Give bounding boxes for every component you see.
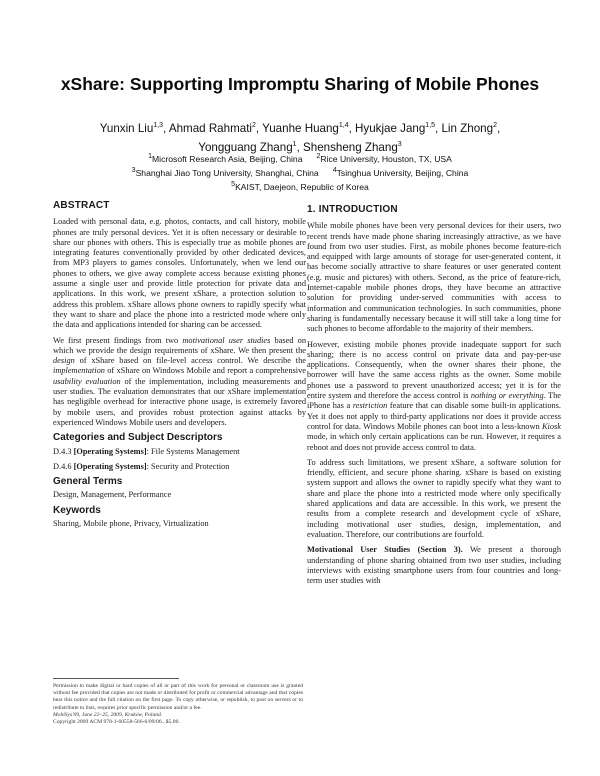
general-terms-heading: General Terms bbox=[53, 476, 123, 488]
intro-paragraph: While mobile phones have been very personal devices for their users, two recent trends have made phone sharing increasingly attractive, as we have found from two user studies. First, as mobile phones become feature-rich and equipped with large amounts of storage for user-generated content, it has become socially attractive to share features or user generated content (e.g. music and pictures) with others. Second, as the price of feature-rich, Internet-capable mobile phones drops, they have become an attractive solution for providing under-served communities with access to information and communication technologies. In such communities, phone sharing is fundamentally necessary because it will still take a long time for such phones to become affordable to the majority of their members. bbox=[307, 221, 561, 334]
author: Yongguang Zhang$^1$ bbox=[198, 140, 297, 154]
author: Yuanhe Huang$^{1,4}$ bbox=[262, 121, 349, 135]
category-item: D.4.3 [Operating Systems]: File Systems Management bbox=[53, 446, 240, 456]
paper-title: xShare: Supporting Impromptu Sharing of Mobile Phones bbox=[60, 74, 540, 94]
author: Yunxin Liu$^{1,3}$ bbox=[99, 121, 164, 135]
affiliation: $^4$Tsinghua University, Beijing, China bbox=[332, 166, 469, 178]
abstract-heading: ABSTRACT bbox=[53, 200, 110, 211]
left-column bbox=[53, 201, 306, 534]
categories-heading: Categories and Subject Descriptors bbox=[53, 432, 223, 444]
affiliations bbox=[40, 151, 560, 193]
affiliation: $^1$Microsoft Research Asia, Beijing, China bbox=[148, 153, 303, 164]
copyright-notice: Permission to make digital or hard copies of all or part of this work for personal or classroom use is granted without fee provided that copies are not made or distributed for profit or commercial advantage and that copies bear this notice and the full citation on the first page. To copy otherwise, or republish, to post on servers or to redistribute to lists, requires prior specific permission and/or a fee. MobiSys'09, June 22–25, 2009, Kraków, Poland. Copyright 2009 ACM 978-1-60558-566-6/09/06...$5.00. bbox=[53, 683, 303, 726]
affiliation: $^5$KAIST, Daejeon, Republic of Korea bbox=[231, 180, 369, 192]
author: Shensheng Zhang$^3$ bbox=[303, 140, 402, 154]
intro-paragraph: To address such limitations, we present xShare, a software solution for friendly, efficient, and secure phone sharing. xShare is based on existing system support and allows the owner to rapidly specify what they want to share and place the phone into a restricted mode where only specifically shared applications and data are accessible. In this work, we present the results from a complete research and development cycle of xShare, including motivational user studies, design, implementation, and evaluation. Therefore, our contributions are fourfold. bbox=[307, 457, 561, 539]
intro-paragraph: Motivational User Studies (Section 3). We present a thorough understanding of phone sharing obtained from two user studies, including interviews with existing smartphone users from four countries and long-term user studies with bbox=[307, 545, 561, 586]
keywords-heading: Keywords bbox=[53, 504, 101, 516]
category-item: D.4.6 [Operating Systems]: Security and Protection bbox=[53, 461, 230, 471]
intro-paragraph: However, existing mobile phones provide inadequate support for such sharing; there is no access control on private data and pay-per-use applications. Consequently, when the owner shares their phone, the borrower will have the same access rights as the owner. Some mobile phones use a password to prevent unauthorized access; yet it is for the entire system and therefore the access control is nothing or everything. The iPhone has a restriction feature that can disable some built-in applications. Yet it does not apply to third-party applications nor does it provide access control for data. Windows Mobile phones can boot into a less-known Kiosk mode, in which only certain applications can be run. However, it requires a reboot and does not provide access control to data. bbox=[307, 339, 561, 452]
abstract-paragraph: We first present findings from two motivational user studies based on which we provide the design requirements of xShare. We then present the design of xShare based on file-level access control. We describe the implementation of xShare on Windows Mobile and report a comprehensive usability evaluation of the implementation, including measurements and user studies. The evaluation demonstrates that our xShare implementation has negligible overhead for interactive phone usage, is extremely favored by mobile users, and provides robust protection against attacks by experienced Windows Mobile users and developers. bbox=[53, 335, 307, 427]
author: Ahmad Rahmati$^2$ bbox=[168, 121, 256, 135]
right-column bbox=[307, 205, 561, 591]
affiliation: $^2$Rice University, Houston, TX, USA bbox=[316, 153, 452, 164]
introduction-heading: 1. INTRODUCTION bbox=[307, 204, 398, 215]
author: Hyukjae Jang$^{1,5}$ bbox=[355, 121, 436, 135]
author: Lin Zhong$^2$ bbox=[441, 121, 497, 135]
abstract-paragraph: Loaded with personal data, e.g. photos, contacts, and call history, mobile phones are truly personal devices. Yet it is often necessary or desirable to share our phones with others. This is especially true as mobile phones are integrating features conventionally provided by other dedicated devices, from MP3 players to games consoles. Unfortunately, when we lend our phones to others, we give away complete access because existing phones assume a single user and provide little protection for private data and applications. In this work, we present xShare, a protection solution to address this problem. xShare allows phone owners to rapidly specify what they want to share and place the phone into a restricted mode where only the data and applications intended for sharing can be accessed. bbox=[53, 217, 306, 330]
keywords-text: Sharing, Mobile phone, Privacy, Virtualization bbox=[53, 519, 209, 529]
author-list: Yunxin Liu$^{1,3}$, Ahmad Rahmati$^2$, Yuanhe Huang$^{1,4}$, Hyukjae Jang$^{1,5}$, Lin Zhong$^2$, Yongguang Zhang$^1$, Shensheng Zhang$^3$ bbox=[99, 121, 501, 154]
general-terms-text: Design, Management, Performance bbox=[53, 490, 172, 500]
affiliation: $^3$Shanghai Jiao Tong University, Shanghai, China bbox=[131, 166, 319, 178]
footnote-divider bbox=[53, 678, 179, 679]
